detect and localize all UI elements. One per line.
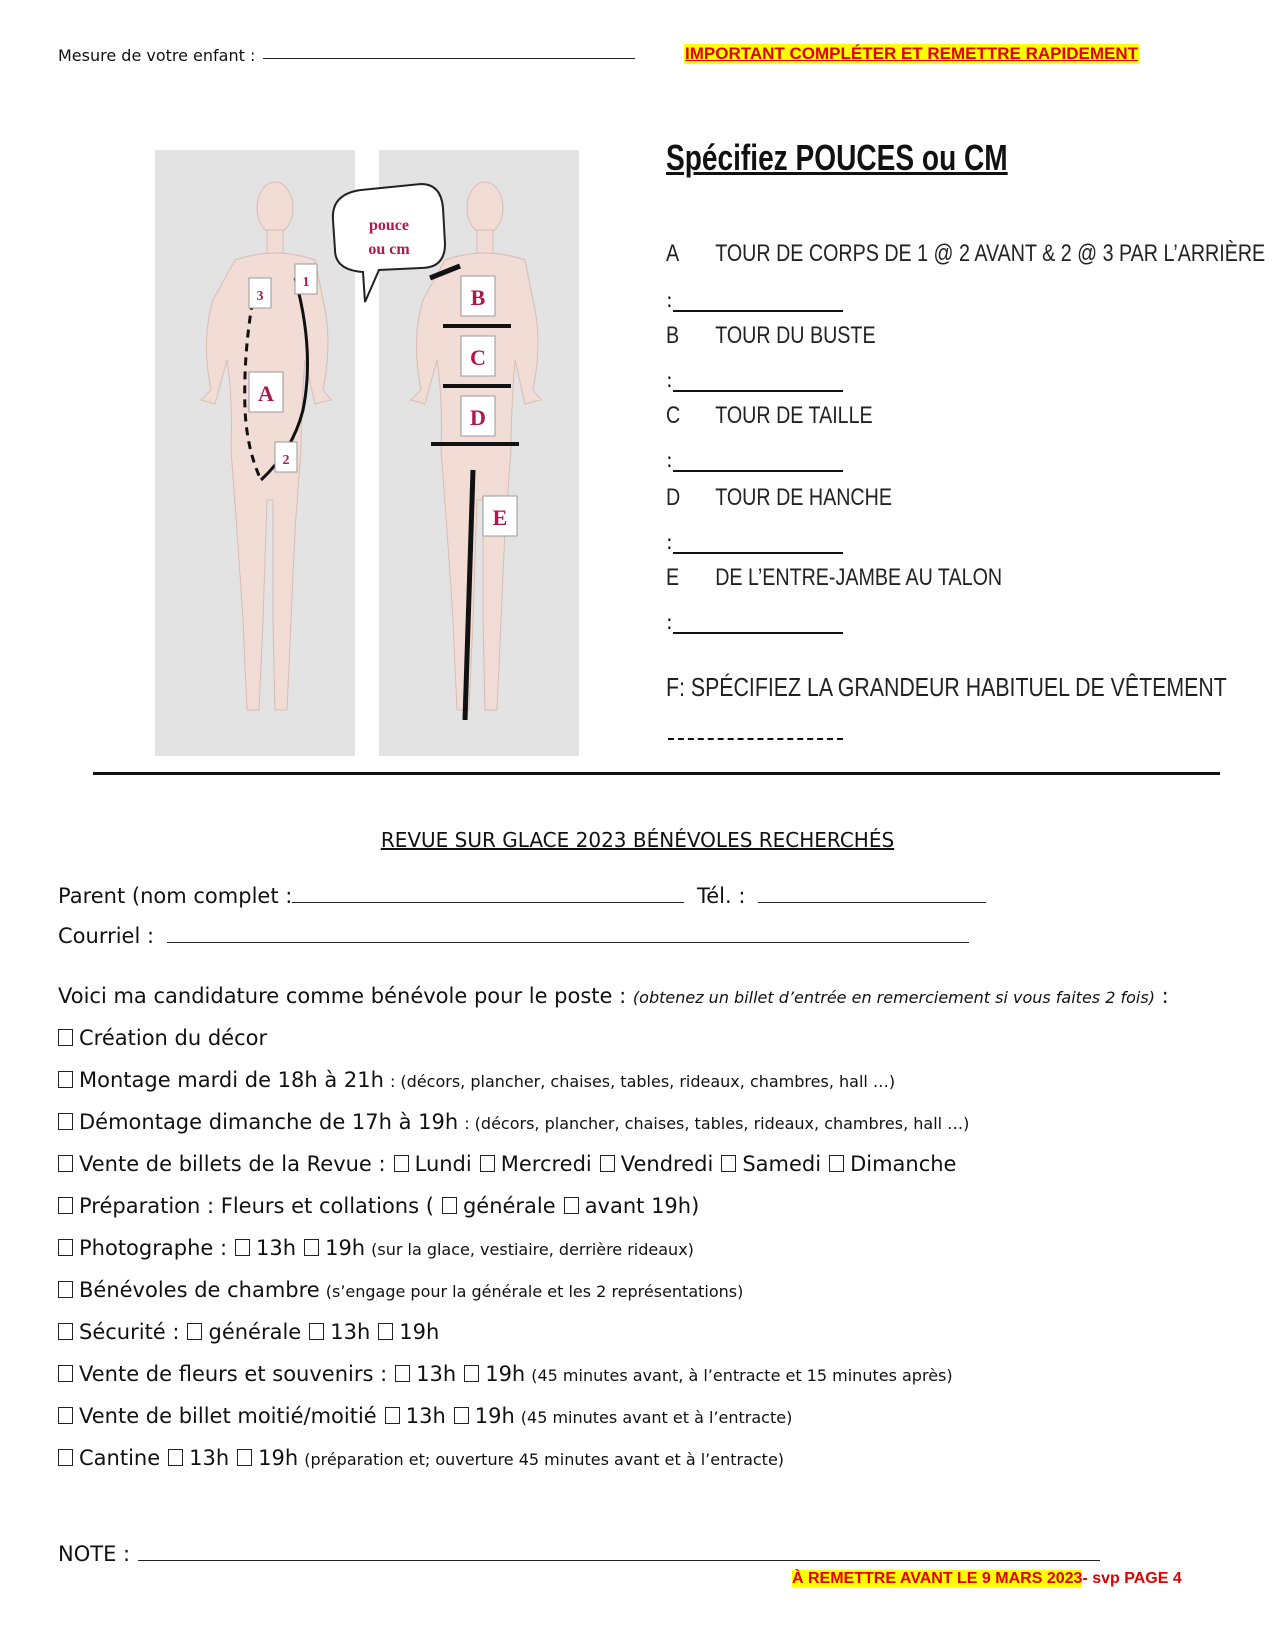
sub-option-checkbox[interactable]: [237, 1449, 252, 1466]
email-field[interactable]: [167, 924, 969, 943]
option-label: Vente de billet moitié/moitié: [79, 1404, 377, 1428]
bubble-text-2: ou cm: [368, 241, 410, 258]
spec-title: Spécifiez POUCES ou CM: [666, 137, 1008, 178]
option-note: (préparation et; ouverture 45 minutes avant et à l’entracte): [304, 1450, 785, 1469]
child-measure-line[interactable]: [263, 58, 635, 59]
note-label: NOTE :: [58, 1542, 131, 1566]
sub-option-label: Dimanche: [850, 1152, 957, 1176]
volunteer-option: [58, 1446, 784, 1470]
option-note: : (décors, plancher, chaises, tables, rideaux, chambres, hall …): [464, 1114, 970, 1133]
option-label: Vente de fleurs et souvenirs :: [79, 1362, 388, 1386]
measure-row-e: E DE L’ENTRE-JAMBE AU TALON: [666, 564, 1003, 591]
measure-row-b: B TOUR DU BUSTE: [666, 322, 876, 349]
candidature-line: Voici ma candidature comme bénévole pour le poste : (obtenez un billet d’entrée en remerciement si vous faites 2 fois) :: [58, 984, 1169, 1008]
measure-row-a: A TOUR DE CORPS DE 1 @ 2 AVANT & 2 @ 3 PAR L’ARRIÈRE: [666, 240, 1266, 267]
sub-option-label: 13h: [256, 1236, 297, 1260]
volunteer-option: [58, 1194, 699, 1218]
measure-blank-d[interactable]: :: [666, 530, 843, 554]
tel-field[interactable]: [758, 884, 986, 903]
sub-option-label: 19h: [325, 1236, 366, 1260]
sub-option-checkbox[interactable]: [395, 1365, 410, 1382]
option-label: Vente de billets de la Revue :: [79, 1152, 386, 1176]
sub-option-checkbox[interactable]: [442, 1197, 457, 1214]
sub-option-label: générale: [462, 1194, 556, 1218]
sub-option-label: avant 19h): [584, 1194, 700, 1218]
option-label: Préparation : Fleurs et collations (: [79, 1194, 434, 1218]
sub-option-label: 19h: [485, 1362, 526, 1386]
option-checkbox[interactable]: [58, 1197, 73, 1214]
sub-option-checkbox[interactable]: [187, 1323, 202, 1340]
sub-option-checkbox[interactable]: [235, 1239, 250, 1256]
option-checkbox[interactable]: [58, 1113, 73, 1130]
option-checkbox[interactable]: [58, 1365, 73, 1382]
option-label: Sécurité :: [79, 1320, 180, 1344]
sub-option-label: Mercredi: [500, 1152, 592, 1176]
sub-option-checkbox[interactable]: [394, 1155, 409, 1172]
option-label: Montage mardi de 18h à 21h: [79, 1068, 384, 1092]
option-note: : (décors, plancher, chaises, tables, rideaux, chambres, hall …): [389, 1072, 896, 1091]
sub-option-checkbox[interactable]: [721, 1155, 736, 1172]
sub-option-checkbox[interactable]: [454, 1407, 469, 1424]
sub-option-label: 13h: [405, 1404, 446, 1428]
option-label: Photographe :: [79, 1236, 228, 1260]
sub-option-checkbox[interactable]: [168, 1449, 183, 1466]
label-A: A: [258, 381, 274, 406]
sub-option-label: générale: [208, 1320, 302, 1344]
volunteer-option: [58, 1320, 439, 1344]
volunteer-option: [58, 1152, 956, 1176]
label-3: 3: [256, 289, 264, 304]
candidature-note: (obtenez un billet d’entrée en remerciement si vous faites 2 fois): [632, 988, 1155, 1007]
measure-row-c: C TOUR DE TAILLE: [666, 402, 873, 429]
volunteer-option: [58, 1236, 694, 1260]
sub-option-checkbox[interactable]: [464, 1365, 479, 1382]
sub-option-label: Vendredi: [620, 1152, 714, 1176]
sub-option-label: 19h: [258, 1446, 299, 1470]
measure-blank-a[interactable]: :: [666, 288, 843, 312]
measure-blank-b[interactable]: :: [666, 368, 843, 392]
option-note: (s’engage pour la générale et les 2 représentations): [325, 1282, 744, 1301]
parent-name-field[interactable]: [292, 884, 684, 903]
sub-option-label: 13h: [330, 1320, 371, 1344]
sub-option-label: 13h: [416, 1362, 457, 1386]
sub-option-checkbox[interactable]: [304, 1239, 319, 1256]
note-row: [58, 1542, 1100, 1566]
option-note: (45 minutes avant, à l’entracte et 15 minutes après): [531, 1366, 953, 1385]
volunteer-option: [58, 1110, 969, 1134]
option-checkbox[interactable]: [58, 1281, 73, 1298]
sub-option-checkbox[interactable]: [378, 1323, 393, 1340]
option-note: (sur la glace, vestiaire, derrière rideaux): [371, 1240, 694, 1259]
parent-row: [58, 884, 986, 908]
sub-option-label: Samedi: [742, 1152, 822, 1176]
footer-deadline: À REMETTRE AVANT LE 9 MARS 2023- svp PAGE 4: [792, 1570, 1182, 1587]
volunteer-option: [58, 1404, 792, 1428]
form-title: REVUE SUR GLACE 2023 BÉNÉVOLES RECHERCHÉS: [380, 828, 895, 852]
size-label: F: SPÉCIFIEZ LA GRANDEUR HABITUEL DE VÊTEMENT: [666, 672, 1227, 702]
measure-blank-e[interactable]: :: [666, 610, 843, 634]
child-measure-label: Mesure de votre enfant :: [58, 46, 256, 65]
section-divider: [93, 772, 1220, 775]
option-checkbox[interactable]: [58, 1407, 73, 1424]
sub-option-checkbox[interactable]: [564, 1197, 579, 1214]
option-checkbox[interactable]: [58, 1029, 73, 1046]
size-blank[interactable]: [668, 738, 843, 740]
volunteer-option: [58, 1278, 743, 1302]
option-checkbox[interactable]: [58, 1071, 73, 1088]
measure-row-d: D TOUR DE HANCHE: [666, 484, 892, 511]
email-label: Courriel :: [58, 924, 155, 948]
child-measure-field: [58, 46, 635, 65]
parent-label: Parent (nom complet :: [58, 884, 293, 908]
sub-option-checkbox[interactable]: [309, 1323, 324, 1340]
email-row: [58, 924, 969, 948]
measurement-figure: [155, 150, 585, 760]
sub-option-label: 19h: [474, 1404, 515, 1428]
option-checkbox[interactable]: [58, 1155, 73, 1172]
sub-option-checkbox[interactable]: [829, 1155, 844, 1172]
bubble-text-1: pouce: [369, 217, 409, 234]
sub-option-checkbox[interactable]: [385, 1407, 400, 1424]
measure-blank-c[interactable]: :: [666, 448, 843, 472]
sub-option-label: 13h: [189, 1446, 230, 1470]
important-notice: IMPORTANT COMPLÉTER ET REMETTRE RAPIDEMENT: [685, 44, 1139, 63]
sub-option-checkbox[interactable]: [600, 1155, 615, 1172]
option-note: (45 minutes avant et à l’entracte): [520, 1408, 793, 1427]
note-field[interactable]: [138, 1542, 1100, 1561]
volunteer-option: [58, 1026, 267, 1050]
label-2: 2: [282, 453, 290, 468]
option-label: Cantine: [79, 1446, 161, 1470]
label-B: B: [470, 285, 486, 310]
option-checkbox[interactable]: [58, 1449, 73, 1466]
volunteer-option: [58, 1362, 953, 1386]
option-checkbox[interactable]: [58, 1239, 73, 1256]
tel-label: Tél. :: [697, 884, 746, 908]
label-1: 1: [302, 275, 310, 290]
label-D: D: [470, 405, 486, 430]
sub-option-label: 19h: [399, 1320, 440, 1344]
option-label: Création du décor: [79, 1026, 268, 1050]
option-label: Bénévoles de chambre: [79, 1278, 320, 1302]
sub-option-checkbox[interactable]: [480, 1155, 495, 1172]
sub-option-label: Lundi: [414, 1152, 472, 1176]
label-E: E: [492, 505, 508, 530]
volunteer-option: [58, 1068, 895, 1092]
option-checkbox[interactable]: [58, 1323, 73, 1340]
option-label: Démontage dimanche de 17h à 19h: [79, 1110, 459, 1134]
label-C: C: [470, 345, 486, 370]
